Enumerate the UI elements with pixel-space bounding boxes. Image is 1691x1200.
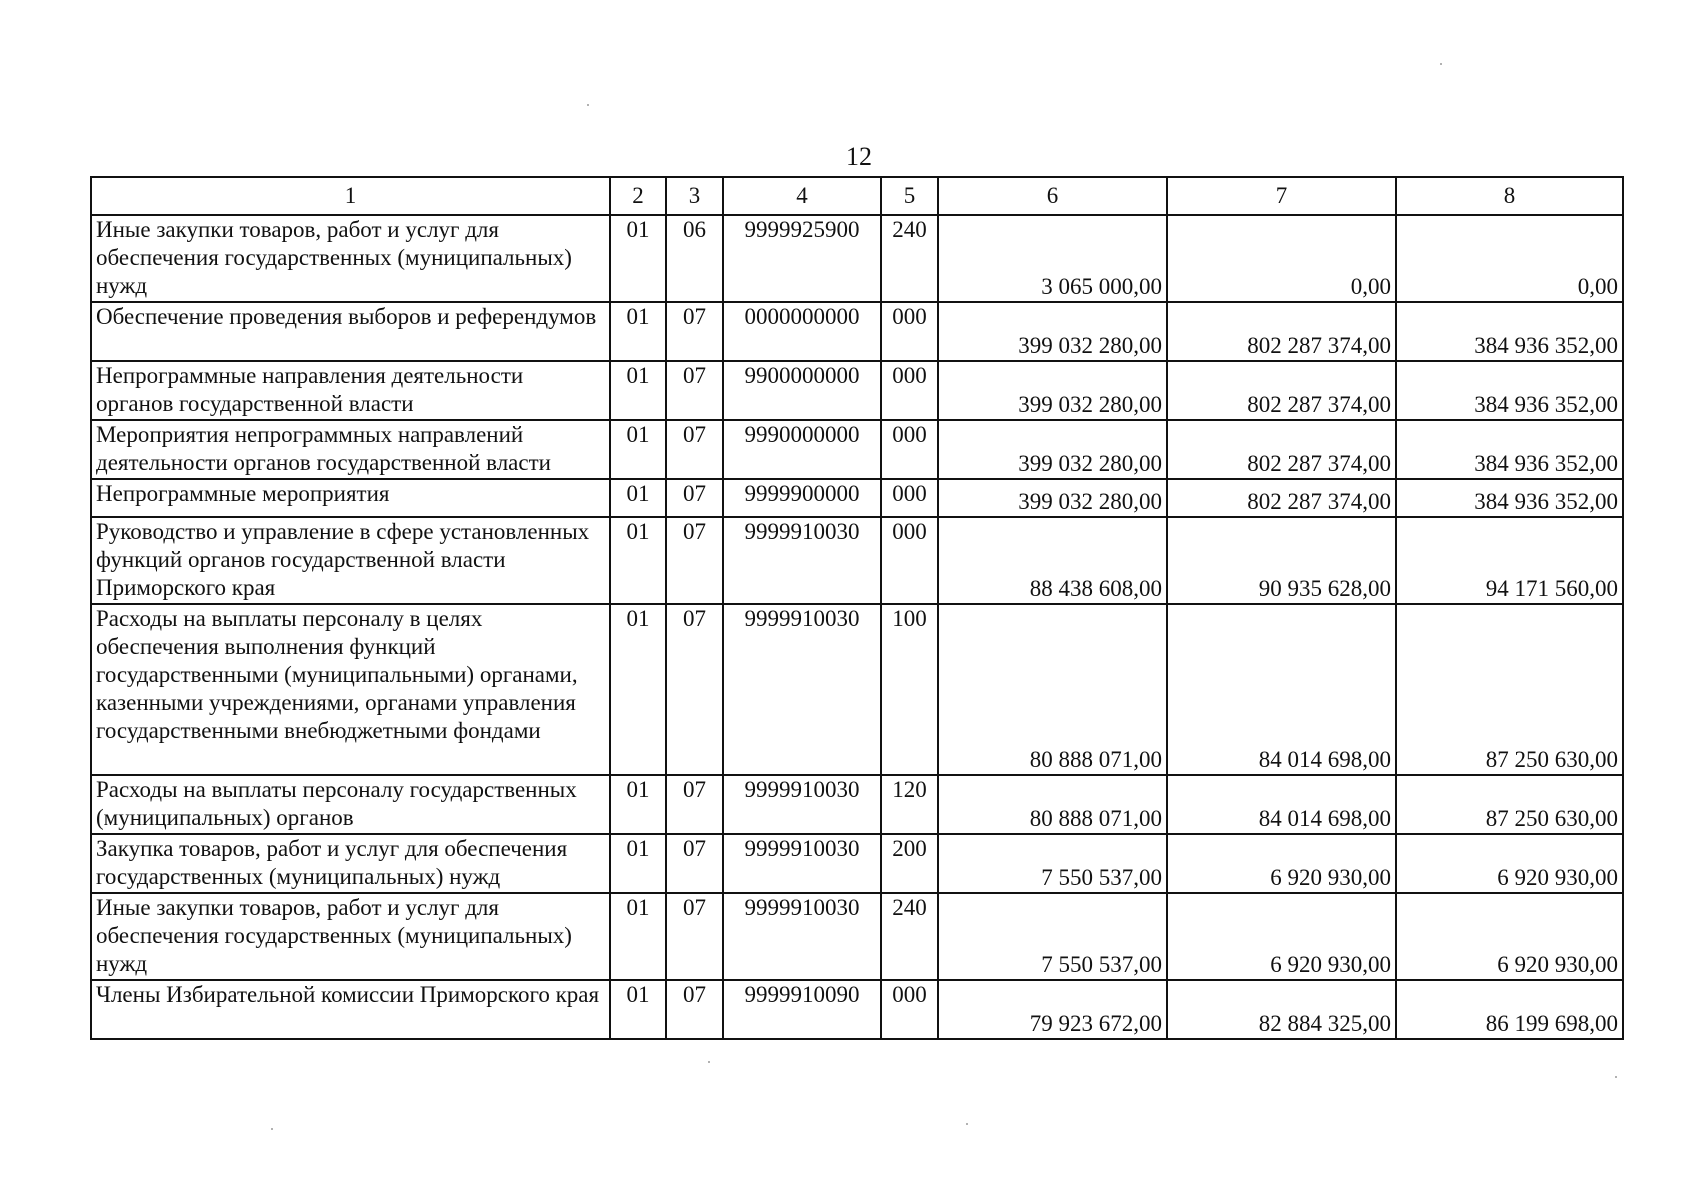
row-section: 01	[610, 420, 666, 479]
row-section: 01	[610, 361, 666, 420]
table-row	[91, 834, 1623, 893]
row-subsection: 07	[666, 361, 723, 420]
header-cell-5: 5	[881, 177, 938, 215]
row-amount-8: 384 936 352,00	[1396, 302, 1623, 361]
row-amount-8: 6 920 930,00	[1396, 834, 1623, 893]
row-name: Расходы на выплаты персоналу государственных (муниципальных) органов	[91, 775, 610, 834]
row-subsection: 07	[666, 775, 723, 834]
row-amount-6: 80 888 071,00	[938, 604, 1167, 775]
table-row	[91, 302, 1623, 361]
page-number: 12	[846, 142, 872, 171]
table-row	[91, 420, 1623, 479]
row-subsection: 07	[666, 834, 723, 893]
row-amount-7: 6 920 930,00	[1167, 893, 1396, 980]
scan-speck	[1440, 63, 1442, 65]
row-name: Закупка товаров, работ и услуг для обеспечения государственных (муниципальных) нужд	[91, 834, 610, 893]
row-name: Члены Избирательной комиссии Приморского края	[91, 980, 610, 1039]
row-target-code: 9999910030	[723, 775, 881, 834]
row-subsection: 07	[666, 980, 723, 1039]
header-row	[91, 177, 1623, 215]
row-amount-7: 802 287 374,00	[1167, 361, 1396, 420]
row-expense-type: 000	[881, 302, 938, 361]
row-name: Иные закупки товаров, работ и услуг для обеспечения государственных (муниципальных) нужд	[91, 215, 610, 302]
row-name: Мероприятия непрограммных направлений деятельности органов государственной власти	[91, 420, 610, 479]
row-amount-8: 86 199 698,00	[1396, 980, 1623, 1039]
header-cell-3: 3	[666, 177, 723, 215]
row-amount-8: 87 250 630,00	[1396, 775, 1623, 834]
row-subsection: 07	[666, 604, 723, 775]
row-subsection: 07	[666, 302, 723, 361]
table-row	[91, 517, 1623, 604]
row-amount-8: 87 250 630,00	[1396, 604, 1623, 775]
row-amount-8: 384 936 352,00	[1396, 420, 1623, 479]
header-cell-2: 2	[610, 177, 666, 215]
row-section: 01	[610, 479, 666, 517]
row-amount-7: 802 287 374,00	[1167, 479, 1396, 517]
row-name: Непрограммные мероприятия	[91, 479, 610, 517]
row-name: Обеспечение проведения выборов и референдумов	[91, 302, 610, 361]
row-amount-7: 802 287 374,00	[1167, 302, 1396, 361]
row-target-code: 9999910030	[723, 604, 881, 775]
row-amount-7: 6 920 930,00	[1167, 834, 1396, 893]
row-target-code: 9999925900	[723, 215, 881, 302]
row-expense-type: 120	[881, 775, 938, 834]
row-amount-7: 82 884 325,00	[1167, 980, 1396, 1039]
row-target-code: 9990000000	[723, 420, 881, 479]
row-section: 01	[610, 980, 666, 1039]
row-section: 01	[610, 215, 666, 302]
table-row	[91, 361, 1623, 420]
row-name: Расходы на выплаты персоналу в целях обеспечения выполнения функций государственными (муниципальными) органами, казенными учреждениями, органами управления государственными внебюджетными фондами	[91, 604, 610, 775]
row-subsection: 07	[666, 893, 723, 980]
row-expense-type: 000	[881, 517, 938, 604]
row-amount-8: 384 936 352,00	[1396, 479, 1623, 517]
row-subsection: 07	[666, 479, 723, 517]
row-target-code: 9999910090	[723, 980, 881, 1039]
row-amount-7: 90 935 628,00	[1167, 517, 1396, 604]
scan-speck	[271, 1128, 273, 1130]
table-row	[91, 893, 1623, 980]
row-target-code: 0000000000	[723, 302, 881, 361]
row-amount-7: 802 287 374,00	[1167, 420, 1396, 479]
row-amount-8: 0,00	[1396, 215, 1623, 302]
row-section: 01	[610, 775, 666, 834]
row-amount-8: 94 171 560,00	[1396, 517, 1623, 604]
row-expense-type: 240	[881, 215, 938, 302]
row-amount-8: 6 920 930,00	[1396, 893, 1623, 980]
row-expense-type: 200	[881, 834, 938, 893]
header-cell-7: 7	[1167, 177, 1396, 215]
row-section: 01	[610, 604, 666, 775]
row-expense-type: 100	[881, 604, 938, 775]
row-subsection: 07	[666, 420, 723, 479]
row-amount-6: 80 888 071,00	[938, 775, 1167, 834]
header-cell-1: 1	[91, 177, 610, 215]
row-amount-6: 399 032 280,00	[938, 361, 1167, 420]
row-amount-6: 3 065 000,00	[938, 215, 1167, 302]
row-amount-6: 7 550 537,00	[938, 893, 1167, 980]
row-amount-6: 88 438 608,00	[938, 517, 1167, 604]
row-name: Непрограммные направления деятельности органов государственной власти	[91, 361, 610, 420]
row-expense-type: 240	[881, 893, 938, 980]
row-subsection: 07	[666, 517, 723, 604]
table-row	[91, 980, 1623, 1039]
row-amount-6: 7 550 537,00	[938, 834, 1167, 893]
row-expense-type: 000	[881, 420, 938, 479]
row-target-code: 9900000000	[723, 361, 881, 420]
row-target-code: 9999910030	[723, 517, 881, 604]
row-expense-type: 000	[881, 980, 938, 1039]
row-amount-6: 399 032 280,00	[938, 302, 1167, 361]
row-expense-type: 000	[881, 479, 938, 517]
row-amount-6: 79 923 672,00	[938, 980, 1167, 1039]
row-subsection: 06	[666, 215, 723, 302]
row-target-code: 9999910030	[723, 834, 881, 893]
row-amount-7: 0,00	[1167, 215, 1396, 302]
row-expense-type: 000	[881, 361, 938, 420]
row-amount-6: 399 032 280,00	[938, 479, 1167, 517]
table-row	[91, 604, 1623, 775]
header-cell-4: 4	[723, 177, 881, 215]
scan-speck	[708, 1061, 710, 1063]
row-name: Руководство и управление в сфере установленных функций органов государственной власти Приморского края	[91, 517, 610, 604]
row-amount-7: 84 014 698,00	[1167, 775, 1396, 834]
row-amount-6: 399 032 280,00	[938, 420, 1167, 479]
row-section: 01	[610, 302, 666, 361]
header-cell-8: 8	[1396, 177, 1623, 215]
header-cell-6: 6	[938, 177, 1167, 215]
row-section: 01	[610, 517, 666, 604]
scan-speck	[966, 1123, 968, 1125]
row-target-code: 9999900000	[723, 479, 881, 517]
row-target-code: 9999910030	[723, 893, 881, 980]
scan-speck	[587, 104, 589, 106]
row-amount-7: 84 014 698,00	[1167, 604, 1396, 775]
row-section: 01	[610, 834, 666, 893]
budget-table	[90, 176, 1624, 1040]
row-name: Иные закупки товаров, работ и услуг для обеспечения государственных (муниципальных) нужд	[91, 893, 610, 980]
row-amount-8: 384 936 352,00	[1396, 361, 1623, 420]
table-row	[91, 479, 1623, 517]
table-row	[91, 775, 1623, 834]
row-section: 01	[610, 893, 666, 980]
table-row	[91, 215, 1623, 302]
scan-speck	[1615, 1076, 1617, 1078]
